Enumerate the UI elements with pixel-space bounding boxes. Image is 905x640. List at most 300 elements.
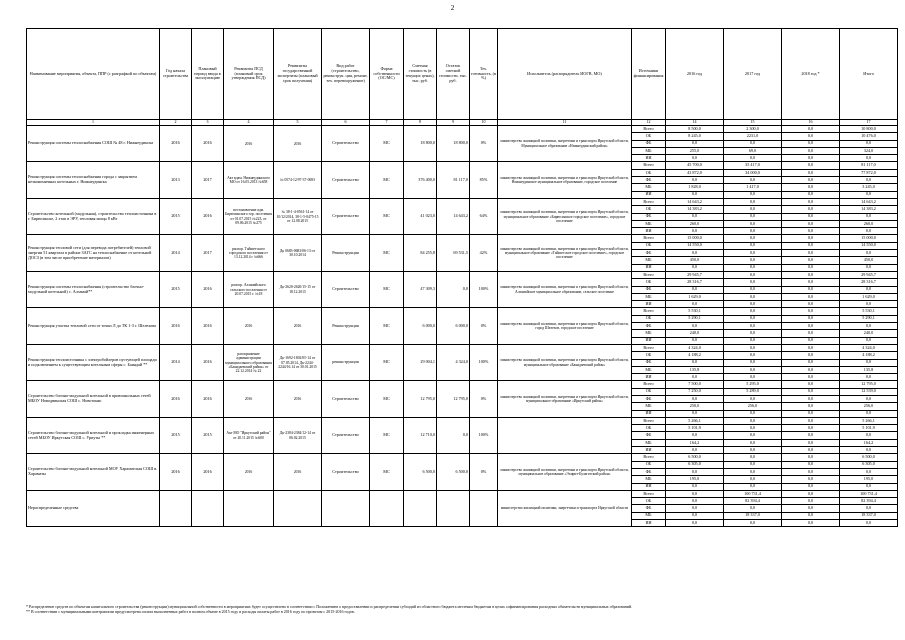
- column-header: 2016 год: [666, 29, 724, 120]
- funding-amount: 0,0: [666, 140, 724, 147]
- funding-amount: 0,0: [782, 162, 840, 169]
- project-name: Реконструкция участка тепловой сети от точки Л до ТК 1-3 г. Шелехова: [27, 308, 160, 344]
- column-header: Итого: [840, 29, 898, 120]
- funding-amount: 0,0: [782, 257, 840, 264]
- psd-details: Акт МО "Иркутский район" от 20.11.2015 №600: [224, 417, 274, 453]
- funding-amount: 7 500,0: [666, 381, 724, 388]
- funding-amount: 0,0: [666, 228, 724, 235]
- column-number: 4: [224, 120, 274, 126]
- funding-amount: 0,0: [782, 177, 840, 184]
- funding-source: ОБ: [632, 242, 666, 249]
- commission-period: 2016: [192, 271, 224, 307]
- funding-amount: 0,0: [782, 308, 840, 315]
- funding-source: Всего: [632, 490, 666, 497]
- funding-amount: 100 731,4: [840, 490, 898, 497]
- funding-source: МБ: [632, 476, 666, 483]
- column-number: 17: [840, 120, 898, 126]
- funding-amount: 0,0: [724, 410, 782, 417]
- table-header: [27, 29, 898, 126]
- funding-amount: 5 266,1: [840, 417, 898, 424]
- ownership-form: МС: [370, 344, 404, 380]
- funding-amount: 0,0: [782, 344, 840, 351]
- start-year: 2015: [160, 198, 192, 234]
- funding-amount: 0,0: [840, 505, 898, 512]
- funding-amount: 0,0: [666, 286, 724, 293]
- start-year: 2016: [160, 308, 192, 344]
- ownership-form: МС: [370, 198, 404, 234]
- readiness: 0%: [470, 454, 498, 490]
- executor: министерство жилищной политики, энергетики и транспорта Иркутской области: [498, 490, 632, 526]
- funding-amount: 5 530,1: [840, 308, 898, 315]
- start-year: 2016: [160, 381, 192, 417]
- readiness: 85%: [470, 162, 498, 198]
- funding-amount: 0,0: [782, 264, 840, 271]
- footnotes: [26, 604, 871, 614]
- funding-source: МБ: [632, 220, 666, 227]
- funding-amount: 2 300,0: [724, 126, 782, 133]
- funding-amount: 0,0: [666, 512, 724, 519]
- funding-source: ФБ: [632, 286, 666, 293]
- estimated-cost: 6 000,0: [404, 308, 437, 344]
- funding-amount: 0,0: [782, 206, 840, 213]
- funding-amount: 0,0: [782, 301, 840, 308]
- funding-amount: 45 700,0: [666, 162, 724, 169]
- funding-amount: 1 629,0: [666, 293, 724, 300]
- funding-amount: 256,0: [840, 403, 898, 410]
- column-header: Год начала строительства: [160, 29, 192, 120]
- work-type: Строительство: [322, 162, 370, 198]
- funding-amount: 6 500,0: [840, 454, 898, 461]
- project-name: Реконструкция системы теплоснабжения города с закрытием неэкономичных котельных г. Нижнеудинска: [27, 162, 160, 198]
- funding-amount: 0,0: [840, 410, 898, 417]
- funding-amount: 0,0: [724, 352, 782, 359]
- funding-amount: 0,0: [782, 432, 840, 439]
- funding-amount: 0,0: [840, 374, 898, 381]
- funding-source: ОБ: [632, 425, 666, 432]
- table-row: [27, 126, 898, 133]
- executor: министерство жилищной политики, энергетики и транспорта Иркутской области, муниципальное образование «Баяндаевский район»: [498, 344, 632, 380]
- funding-amount: 135,8: [840, 366, 898, 373]
- column-number: 3: [192, 120, 224, 126]
- funding-amount: 0,0: [724, 286, 782, 293]
- funding-amount: 12 539,0: [840, 388, 898, 395]
- funding-amount: 0,0: [782, 359, 840, 366]
- column-number: 7: [370, 120, 404, 126]
- ownership-form: МС: [370, 271, 404, 307]
- column-header: Форма собственности (ОС/МС): [370, 29, 404, 120]
- column-header: Исполнитель (распорядитель ИОГВ, МО): [498, 29, 632, 120]
- funding-amount: 5 290,1: [840, 315, 898, 322]
- column-header: Вид работ (строительство, реконструк. ция, ремонт, тех. перевооружение): [322, 29, 370, 120]
- funding-amount: 0,0: [666, 468, 724, 475]
- footnote: ** В соответствии с муниципальными контрактами предусмотрена оплата выполненных работ в полном объеме в 2015 году и расходы оплаты работ в 2016 году по проектам с 2015-2016 годов.: [26, 609, 355, 614]
- funding-amount: 0,0: [782, 228, 840, 235]
- estimated-cost: 84 255,8: [404, 235, 437, 271]
- funding-amount: 0,0: [840, 286, 898, 293]
- funding-amount: 0,0: [724, 483, 782, 490]
- funding-amount: 0,0: [782, 184, 840, 191]
- funding-amount: 255,0: [666, 147, 724, 154]
- funding-amount: 0,0: [724, 417, 782, 424]
- funding-amount: 0,0: [724, 177, 782, 184]
- funding-amount: 4 188,2: [840, 352, 898, 359]
- column-header: Реквизиты государственной экспертизы (плановый срок получения): [274, 29, 322, 120]
- funding-source: МБ: [632, 184, 666, 191]
- funding-amount: 0,0: [724, 425, 782, 432]
- funding-amount: 0,0: [724, 140, 782, 147]
- executor: министерство жилищной политики, энергетики и транспорта Иркутской области, город Шелехов, городское поселение: [498, 308, 632, 344]
- funding-amount: 0,0: [840, 447, 898, 454]
- funding-amount: 6 500,0: [666, 454, 724, 461]
- funding-amount: 0,0: [840, 140, 898, 147]
- funding-amount: 29 945,7: [840, 271, 898, 278]
- psd-details: Акт вдам. Нижнеудинского МО от 16.05.2013 №658: [224, 162, 274, 198]
- funding-amount: 0,0: [724, 337, 782, 344]
- funding-amount: 100 731,4: [724, 490, 782, 497]
- funding-source: МБ: [632, 257, 666, 264]
- funding-amount: 0,0: [782, 454, 840, 461]
- funding-amount: 0,0: [782, 126, 840, 133]
- funding-source: Всего: [632, 126, 666, 133]
- project-name: Реконструкция системы теплоснабжения (строительство блочно-модульной котельной) с. Алзамай**: [27, 271, 160, 307]
- funding-amount: 1 828,0: [666, 184, 724, 191]
- funding-amount: 0,0: [724, 250, 782, 257]
- funding-source: ИИ: [632, 374, 666, 381]
- funding-amount: 0,0: [666, 520, 724, 527]
- estimated-cost: 41 023,0: [404, 198, 437, 234]
- funding-amount: 14 550,0: [840, 242, 898, 249]
- funding-amount: 0,0: [782, 352, 840, 359]
- funding-amount: 0,0: [782, 483, 840, 490]
- project-name: Реконструкция теплоисточника с электробойлеров пустующей площади и подключением к существующим котельным сферы с. Баяндай **: [27, 344, 160, 380]
- psd-details: распор. Тайшетского городского поселения от 13.12.2014 г №666: [224, 235, 274, 271]
- page-number: 2: [450, 4, 455, 12]
- funding-amount: 0,0: [724, 206, 782, 213]
- funding-amount: 0,0: [724, 359, 782, 366]
- funding-source: Всего: [632, 344, 666, 351]
- funding-amount: 2231,0: [724, 133, 782, 140]
- expertise-details: Дк-2620-2620/15-15 от 18.12.2015: [274, 271, 322, 307]
- table-row: [27, 381, 898, 388]
- funding-amount: 81 117,0: [840, 162, 898, 169]
- column-number: 14: [666, 120, 724, 126]
- funding-amount: 14 643,2: [666, 198, 724, 205]
- table-row: [27, 454, 898, 461]
- funding-source: ОБ: [632, 315, 666, 322]
- funding-source: ИИ: [632, 301, 666, 308]
- ownership-form: МС: [370, 235, 404, 271]
- funding-amount: 8 500,0: [666, 126, 724, 133]
- funding-amount: 4 324,0: [840, 344, 898, 351]
- column-header: Сметная стоимость (в текущих ценах), тыс. руб.: [404, 29, 437, 120]
- funding-amount: 0,0: [782, 220, 840, 227]
- funding-amount: 0,0: [666, 447, 724, 454]
- investment-table: [26, 28, 898, 527]
- funding-amount: 0,0: [666, 505, 724, 512]
- column-number: 5: [274, 120, 322, 126]
- funding-source: Всего: [632, 271, 666, 278]
- funding-amount: 195,0: [840, 476, 898, 483]
- work-type: [322, 490, 370, 526]
- project-name: Нераспределенные средства: [27, 490, 160, 526]
- funding-amount: 0,0: [782, 374, 840, 381]
- funding-amount: 0,0: [782, 512, 840, 519]
- funding-amount: 0,0: [724, 432, 782, 439]
- funding-amount: 250,0: [666, 403, 724, 410]
- readiness: 42%: [470, 235, 498, 271]
- table-row: [27, 417, 898, 424]
- funding-amount: 0,0: [840, 483, 898, 490]
- column-header: 2018 год *: [782, 29, 840, 120]
- work-type: Реконструкция: [322, 235, 370, 271]
- funding-source: ОБ: [632, 498, 666, 505]
- funding-amount: 10 476,0: [840, 133, 898, 140]
- funding-amount: 0,0: [724, 235, 782, 242]
- expertise-details: 2016: [274, 381, 322, 417]
- readiness: 0%: [470, 308, 498, 344]
- funding-source: ОБ: [632, 133, 666, 140]
- commission-period: 2016: [192, 381, 224, 417]
- funding-amount: 35 417,0: [724, 162, 782, 169]
- funding-amount: 135,8: [666, 366, 724, 373]
- funding-amount: 5 101,9: [666, 425, 724, 432]
- expertise-details: 2016: [274, 308, 322, 344]
- funding-amount: 0,0: [666, 432, 724, 439]
- funding-source: ИИ: [632, 483, 666, 490]
- work-type: Строительство: [322, 417, 370, 453]
- ownership-form: МС: [370, 308, 404, 344]
- executor: министерство жилищной политики, энергетики и транспорта Иркутской области, Алзамайское муниципальное образование, сельское поселение: [498, 271, 632, 307]
- funding-amount: 0,0: [724, 330, 782, 337]
- funding-amount: 0,0: [666, 213, 724, 220]
- funding-amount: 0,0: [782, 133, 840, 140]
- funding-source: Всего: [632, 417, 666, 424]
- funding-amount: 7 250,0: [666, 388, 724, 395]
- funding-amount: 260,0: [666, 220, 724, 227]
- funding-source: Всего: [632, 454, 666, 461]
- funding-amount: 0,0: [782, 198, 840, 205]
- column-header: Реквизиты ПСД (плановый срок утверждения ПСД): [224, 29, 274, 120]
- ownership-form: МС: [370, 162, 404, 198]
- start-year: [160, 490, 192, 526]
- estimated-cost: 18 800,0: [404, 126, 437, 162]
- funding-source: ФБ: [632, 505, 666, 512]
- funding-source: ИИ: [632, 410, 666, 417]
- funding-amount: 0,0: [782, 395, 840, 402]
- funding-amount: 0,0: [782, 520, 840, 527]
- remaining-cost: [437, 490, 470, 526]
- funding-amount: 0,0: [840, 177, 898, 184]
- funding-amount: 8 245,0: [666, 133, 724, 140]
- funding-amount: 4 324,0: [666, 344, 724, 351]
- funding-amount: 0,0: [666, 410, 724, 417]
- table-row: [27, 198, 898, 205]
- funding-amount: 0,0: [724, 366, 782, 373]
- funding-amount: 450,0: [666, 257, 724, 264]
- project-name: Реконструкция системы теплоснабжения СОШ № 48 г. Нижнеудинска: [27, 126, 160, 162]
- remaining-cost: 81 117,0: [437, 162, 470, 198]
- funding-amount: 0,0: [782, 417, 840, 424]
- funding-amount: 5 266,1: [666, 417, 724, 424]
- funding-amount: 0,0: [840, 228, 898, 235]
- funding-source: ФБ: [632, 395, 666, 402]
- funding-source: Всего: [632, 308, 666, 315]
- funding-amount: 0,0: [724, 191, 782, 198]
- funding-amount: 0,0: [724, 271, 782, 278]
- funding-source: МБ: [632, 293, 666, 300]
- funding-source: ФБ: [632, 323, 666, 330]
- remaining-cost: 6 500,0: [437, 454, 470, 490]
- funding-amount: 14 383,2: [840, 206, 898, 213]
- funding-amount: 0,0: [782, 490, 840, 497]
- funding-amount: 0,0: [782, 155, 840, 162]
- start-year: 2015: [160, 417, 192, 453]
- funding-amount: 0,0: [724, 198, 782, 205]
- funding-amount: 5 295,0: [724, 381, 782, 388]
- funding-amount: 0,0: [840, 323, 898, 330]
- funding-amount: 28 316,7: [840, 279, 898, 286]
- funding-amount: 0,0: [666, 323, 724, 330]
- funding-amount: 0,0: [782, 293, 840, 300]
- funding-amount: 0,0: [724, 476, 782, 483]
- funding-source: МБ: [632, 439, 666, 446]
- funding-amount: 450,0: [840, 257, 898, 264]
- funding-amount: 0,0: [666, 250, 724, 257]
- funding-amount: 10 800,0: [840, 126, 898, 133]
- funding-amount: 0,0: [724, 505, 782, 512]
- funding-amount: 15 000,0: [840, 235, 898, 242]
- funding-amount: 15 000,0: [666, 235, 724, 242]
- funding-source: Всего: [632, 162, 666, 169]
- start-year: 2015: [160, 271, 192, 307]
- column-number: 12: [632, 120, 666, 126]
- funding-source: ОБ: [632, 461, 666, 468]
- commission-period: [192, 490, 224, 526]
- commission-period: 2017: [192, 235, 224, 271]
- table-row: [27, 344, 898, 351]
- funding-source: ФБ: [632, 432, 666, 439]
- funding-amount: 0,0: [666, 483, 724, 490]
- funding-amount: 164,2: [666, 439, 724, 446]
- funding-amount: 195,0: [666, 476, 724, 483]
- funding-amount: 0,0: [666, 155, 724, 162]
- funding-amount: 0,0: [724, 264, 782, 271]
- funding-amount: 0,0: [840, 264, 898, 271]
- remaining-cost: 0,0: [437, 271, 470, 307]
- funding-amount: 5 290,1: [666, 315, 724, 322]
- funding-amount: 0,0: [666, 301, 724, 308]
- funding-amount: 0,0: [782, 461, 840, 468]
- commission-period: 2017: [192, 162, 224, 198]
- ownership-form: МС: [370, 381, 404, 417]
- remaining-cost: 18 800,0: [437, 126, 470, 162]
- funding-amount: 0,0: [724, 257, 782, 264]
- project-name: Строительство блочно-модульной котельной в приюшкольных сетей МБОУ Новодвинская СОШ с. Новотонко: [27, 381, 160, 417]
- funding-amount: 0,0: [840, 337, 898, 344]
- work-type: реконструкция: [322, 344, 370, 380]
- start-year: 2016: [160, 126, 192, 162]
- funding-source: ФБ: [632, 468, 666, 475]
- funding-amount: 14 643,2: [840, 198, 898, 205]
- funding-amount: 0,0: [840, 250, 898, 257]
- funding-amount: 0,0: [666, 395, 724, 402]
- work-type: Строительство: [322, 454, 370, 490]
- funding-amount: 0,0: [782, 242, 840, 249]
- funding-amount: 0,0: [666, 498, 724, 505]
- funding-amount: 5 289,0: [724, 388, 782, 395]
- funding-source: ОБ: [632, 352, 666, 359]
- funding-amount: 0,0: [782, 235, 840, 242]
- funding-source: Всего: [632, 381, 666, 388]
- funding-amount: 0,0: [782, 271, 840, 278]
- psd-details: [224, 490, 274, 526]
- executor: [498, 417, 632, 453]
- funding-amount: 14 550,0: [666, 242, 724, 249]
- psd-details: 2016: [224, 381, 274, 417]
- remaining-cost: 6 000,0: [437, 308, 470, 344]
- funding-amount: 3 245,0: [840, 184, 898, 191]
- expertise-details: 2016: [274, 454, 322, 490]
- funding-amount: 34 000,0: [724, 169, 782, 176]
- funding-source: ИИ: [632, 228, 666, 235]
- remaining-cost: 69 531,5: [437, 235, 470, 271]
- funding-amount: 164,2: [840, 439, 898, 446]
- column-header: Плановый период ввода в эксплуатацию: [192, 29, 224, 120]
- readiness: 100%: [470, 271, 498, 307]
- column-number: 2: [160, 120, 192, 126]
- funding-amount: 0,0: [782, 330, 840, 337]
- estimated-cost: 29 004,1: [404, 344, 437, 380]
- column-header: Тех. готовность, (в %): [470, 29, 498, 120]
- readiness: 64%: [470, 198, 498, 234]
- funding-amount: 0,0: [724, 447, 782, 454]
- column-number: 11: [498, 120, 632, 126]
- funding-amount: 4 188,2: [666, 352, 724, 359]
- funding-amount: 77 872,0: [840, 169, 898, 176]
- project-name: Строительство блочно-модульной котельной и прокладка инженерных сетей МБОУ Иркутская СОШ с. Уриуты **: [27, 417, 160, 453]
- funding-amount: 43 872,0: [666, 169, 724, 176]
- table-row: [27, 490, 898, 497]
- funding-source: ИИ: [632, 264, 666, 271]
- psd-details: постановление адм. Бирюсинского гор. поселения от 01.07.2015 №223, от 09.06.2015 №275: [224, 198, 274, 234]
- funding-amount: 0,0: [724, 395, 782, 402]
- start-year: 2014: [160, 235, 192, 271]
- funding-amount: 0,0: [840, 359, 898, 366]
- funding-amount: 0,0: [782, 140, 840, 147]
- funding-amount: 0,0: [840, 191, 898, 198]
- commission-period: 2016: [192, 126, 224, 162]
- funding-amount: 0,0: [724, 279, 782, 286]
- funding-amount: 0,0: [724, 308, 782, 315]
- funding-amount: 0,0: [724, 323, 782, 330]
- commission-period: 2016: [192, 454, 224, 490]
- funding-source: МБ: [632, 366, 666, 373]
- funding-amount: 29 945,7: [666, 271, 724, 278]
- funding-amount: 0,0: [782, 286, 840, 293]
- funding-source: МБ: [632, 330, 666, 337]
- estimated-cost: 47 309,3: [404, 271, 437, 307]
- funding-amount: 28 316,7: [666, 279, 724, 286]
- work-type: Реконструкция: [322, 308, 370, 344]
- funding-amount: 0,0: [666, 490, 724, 497]
- funding-amount: 82 394,4: [840, 498, 898, 505]
- column-header: Остаток сметной стоимости, тыс. руб.: [437, 29, 470, 120]
- funding-amount: 0,0: [724, 301, 782, 308]
- funding-amount: 0,0: [782, 476, 840, 483]
- funding-amount: 0,0: [666, 374, 724, 381]
- funding-amount: 0,0: [782, 315, 840, 322]
- funding-amount: 0,0: [782, 213, 840, 220]
